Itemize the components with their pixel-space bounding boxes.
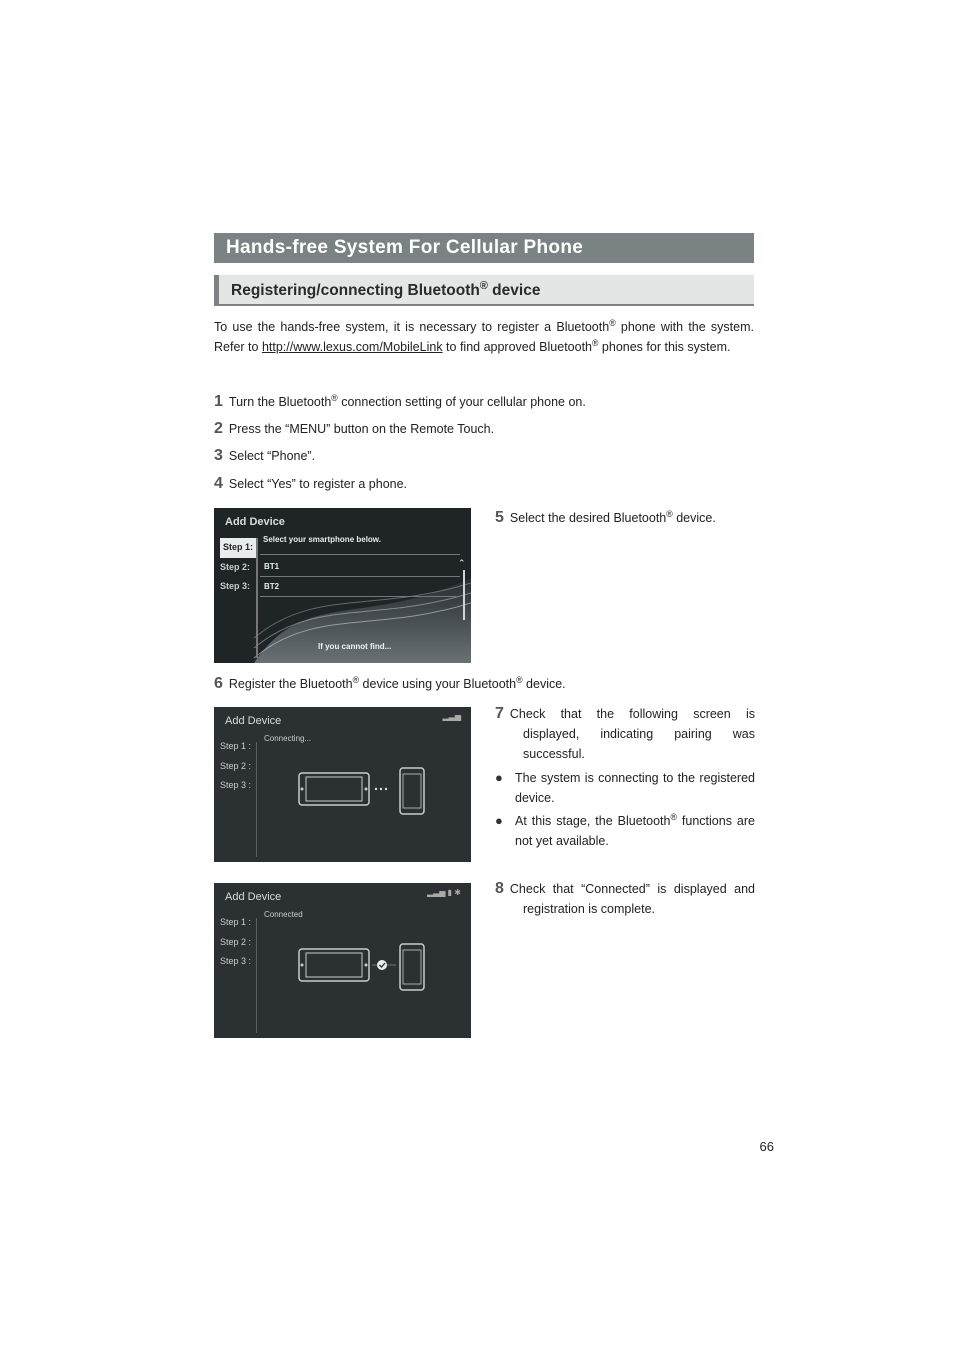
screen-steps: Step 1 : Step 2 : Step 3 : [220,741,252,790]
cannot-find-link[interactable]: If you cannot find... [318,642,392,651]
connected-illustration [214,883,471,1038]
signal-icon: ▂▃▅ ▮ ✱ [426,888,461,897]
step-6: 6 Register the Bluetooth® device using your Bluetooth® device. [214,674,566,692]
step-8: 8 Check that “Connected” is displayed and registration is complete. [495,880,755,916]
screen-title: Add Device [225,715,282,727]
step-1: 1 Turn the Bluetooth® connection setting of your cellular phone on. [214,392,586,410]
screen-instruction: Select your smartphone below. [263,535,381,544]
screenshot-connected [214,883,471,1038]
connection-status: Connecting... [264,734,312,743]
connection-status: Connected [264,910,303,919]
intro-paragraph: To use the hands-free system, it is necessary to register a Bluetooth® phone with the system. Refer to http://www.lexus.com/MobileLink to find approved Bluetooth® phones for this system. [214,317,754,354]
device-item-bt1[interactable]: BT1 [264,562,280,571]
mobilelink-url[interactable]: http://www.lexus.com/MobileLink [261,340,443,354]
step-divider [256,538,258,658]
bullet-connecting: ● The system is connecting to the registered device. [495,770,755,805]
pairing-illustration [214,707,471,862]
screen-steps: Step 1: Step 2: Step 3: [220,538,256,597]
step-4: 4 Select “Yes” to register a phone. [214,475,408,492]
signal-icon: ▂▃▅ [442,712,461,721]
step-5: 5 Select the desired Bluetooth® device. [495,508,716,526]
page-number: 66 [759,1139,774,1154]
scroll-up-icon[interactable]: ⌃ [458,558,466,568]
device-item-bt2[interactable]: BT2 [264,582,280,591]
step-3: 3 Select “Phone”. [214,447,316,464]
screenshot-select-device [214,508,471,663]
screen-title: Add Device [225,891,282,903]
screenshot-connecting [214,707,471,862]
step-2: 2 Press the “MENU” button on the Remote Touch. [214,420,495,437]
step-7: 7 Check that the following screen is displayed, indicating pairing was successful. [495,705,755,761]
scrollbar[interactable] [463,570,465,620]
section-title: Hands-free System For Cellular Phone [214,233,754,263]
screen-steps: Step 1 : Step 2 : Step 3 : [220,917,252,966]
bullet-not-available: ● At this stage, the Bluetooth® functions are not yet available. [495,811,755,848]
subsection-title: Registering/connecting Bluetooth® device [214,275,754,306]
screen-title: Add Device [225,516,285,528]
